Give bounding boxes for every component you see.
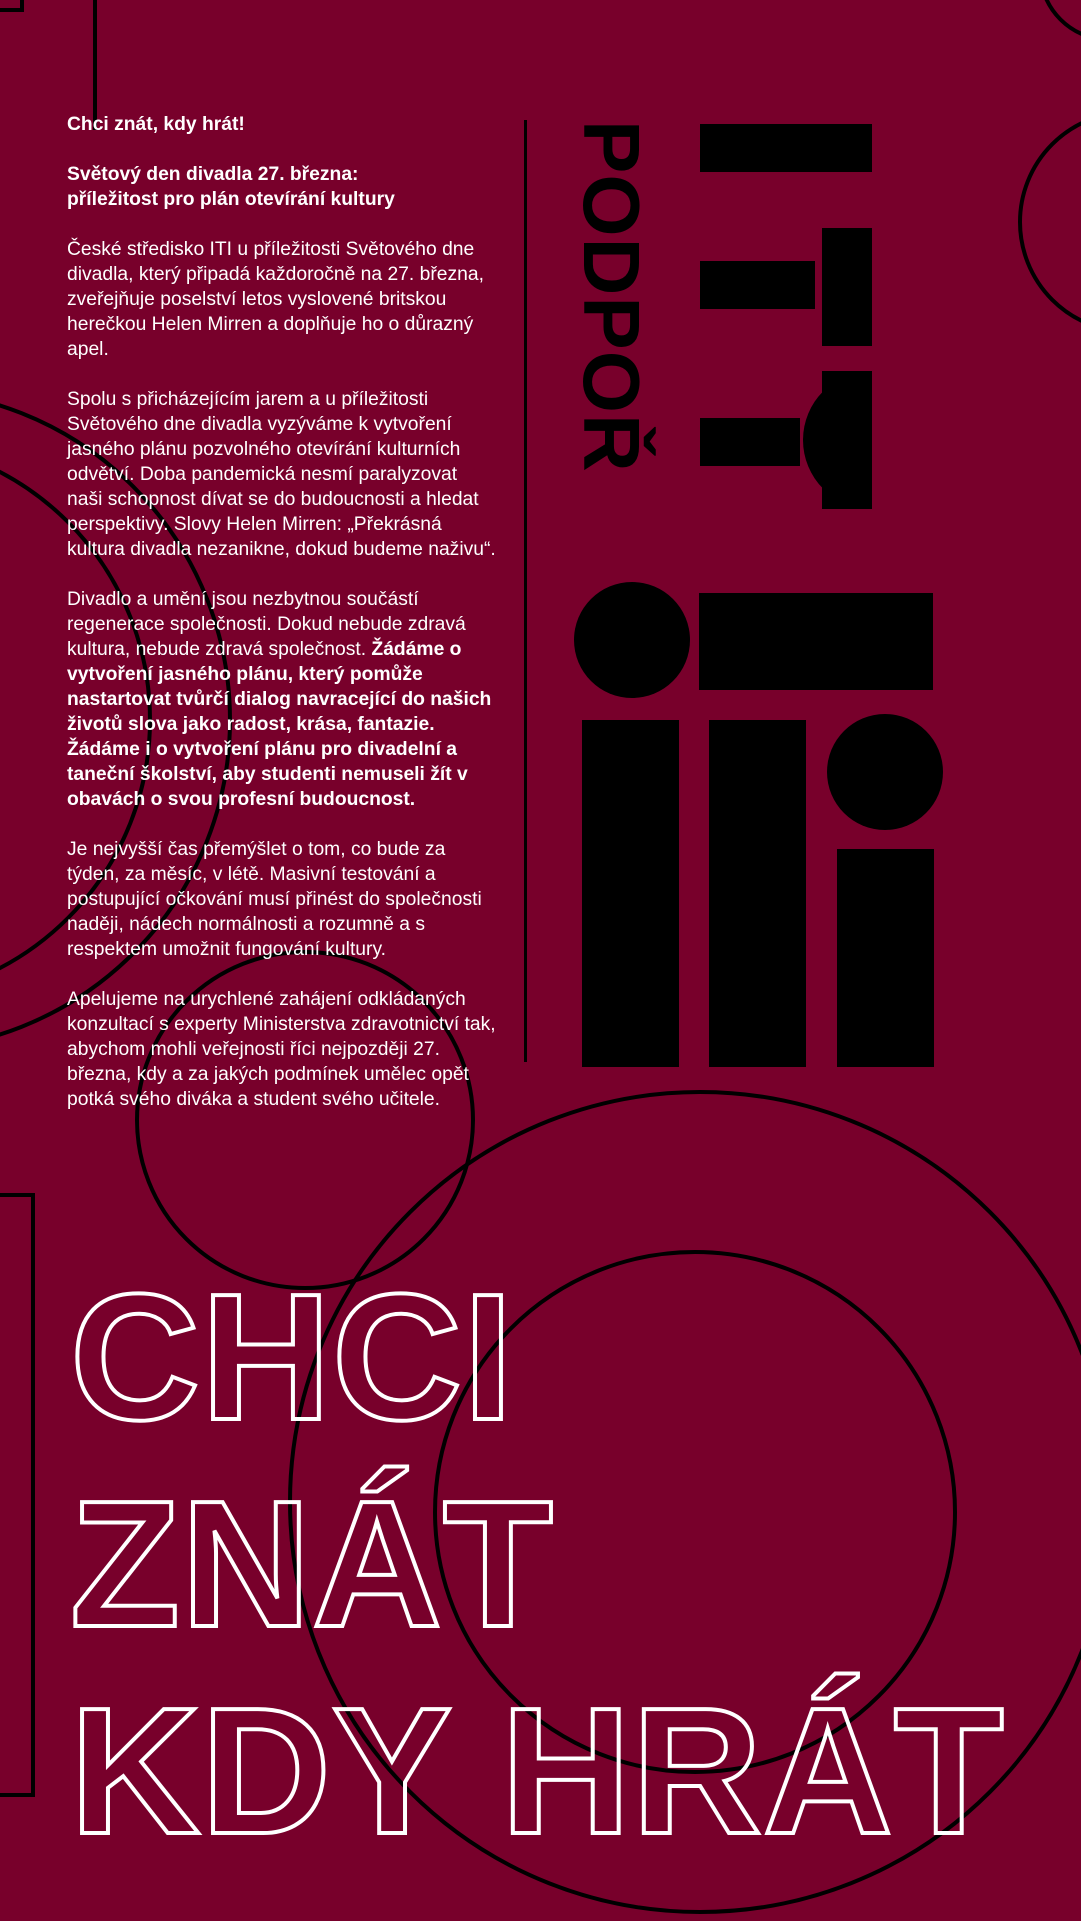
article-kicker: Chci znát, kdy hrát! — [67, 114, 245, 135]
article-paragraph-5: Apelujeme na urychlené zahájení odkládaných konzultací s experty Ministerstva zdravotnictví tak, abychom mohli veřejnosti říci nejpozději 27. března, kdy a za jakých podmínek umělec opět potká svého diváka a student svého učitele. — [67, 989, 496, 1110]
article-subtitle — [67, 162, 497, 212]
vertical-word — [568, 120, 654, 510]
ITI-glyph-logo — [700, 124, 872, 509]
article-paragraph-3-regular: Divadlo a umění jsou nezbytnou součástí regenerace společnosti. Dokud nebude zdravá kultura, nebude zdravá společnost. — [67, 589, 466, 660]
article-paragraph-3-bold: Žádáme o vytvoření jasného plánu, který pomůže nastartovat tvůrčí dialog navracející do našich životů slova jako radost, krása, fantazie. Žádáme i o vytvoření plánu pro divadelní a taneční školství, aby studenti nemuseli žít v obavách o svou profesní budoucnost. — [67, 639, 492, 810]
article-paragraph-1: České středisko ITI u příležitosti Světového dne divadla, který připadá každoročně na 27. března, zveřejňuje poselství letos vyslovené britskou herečkou Helen Mirren a doplňuje ho o důrazný apel. — [67, 239, 484, 360]
article-subtitle-line1: Světový den divadla 27. března: — [67, 164, 359, 185]
headline-line-3: KDY HRÁT — [70, 1671, 1005, 1872]
iti-glyph-logo — [574, 582, 943, 1067]
article-paragraph-3 — [67, 587, 497, 812]
article-paragraph-4: Je nejvyšší čas přemýšlet o tom, co bude za týden, za měsíc, v létě. Masivní testování a postupující očkování musí přinést do společnosti naději, nádech normálnosti a rozumně a s respektem umožnit fungování kultury. — [67, 839, 482, 960]
headline-line-1: CHCI — [70, 1257, 514, 1458]
vertical-divider — [524, 120, 527, 1062]
deco-circle-top-right — [1040, 0, 1081, 40]
deco-line-top-left — [0, 0, 22, 10]
article-paragraph-2: Spolu s přicházejícím jarem a u příležitosti Světového dne divadla vyzýváme k vytvoření jasného plánu pozvolného otevírání kulturních odvětví. Doba pandemická nesmí paralyzovat naši schopnost dívat se do budoucnosti a hledat perspektivy. Slovy Helen Mirren: „Překrásná kultura divadla nezanikne, dokud budeme naživu“. — [67, 389, 496, 560]
headline-line-2: ZNÁT — [70, 1464, 554, 1665]
article — [67, 112, 497, 1137]
deco-circle-right — [1020, 112, 1081, 332]
vertical-word-text: PODPOŘ — [567, 120, 656, 473]
deco-bracket-left — [0, 1195, 33, 1795]
article-subtitle-line2: příležitost pro plán otevírání kultury — [67, 189, 395, 210]
